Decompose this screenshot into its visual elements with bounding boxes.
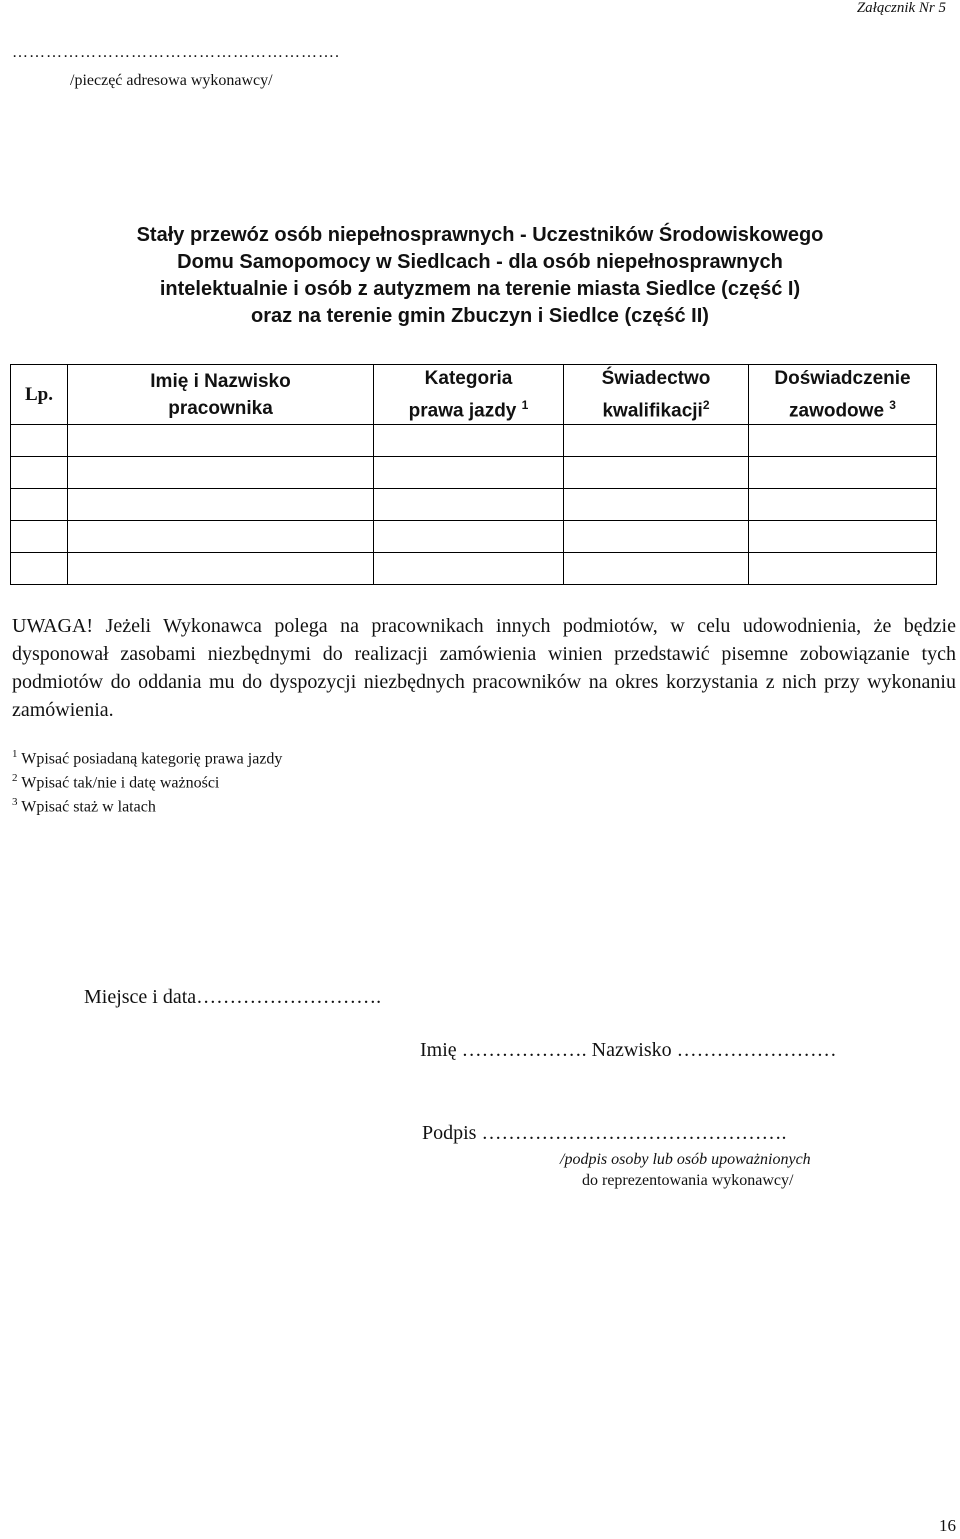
title-line: intelektualnie i osób z autyzmem na terenie miasta Siedlce (część I): [159, 278, 801, 300]
stamp-label: /pieczęć adresowa wykonawcy/: [70, 72, 273, 89]
footnote: $^3$ Wpisać staż w latach: [12, 796, 156, 816]
header-lp: Lp.: [11, 365, 68, 425]
cell-name[interactable]: [68, 521, 374, 553]
cell-experience[interactable]: [749, 521, 937, 553]
cell-certificate[interactable]: [564, 489, 749, 521]
table-row: [11, 521, 937, 553]
cell-name[interactable]: [68, 489, 374, 521]
warning-note: UWAGA! Jeżeli Wykonawca polega na pracownikach innych podmiotów, w celu udowodnienia, że będzie dysponował zasobami niezbędnymi do realizacji zamówienia winien przedstawić pisemne zobowiązanie tych podmiotów do oddania mu do dyspozycji niezbędnych pracowników na okres korzystania z nich przy wykonaniu zamówienia.: [12, 615, 956, 721]
cell-category[interactable]: [374, 457, 564, 489]
cell-name[interactable]: [68, 457, 374, 489]
cell-category[interactable]: [374, 489, 564, 521]
title-line: oraz na terenie gmin Zbuczyn i Siedlce (część II): [251, 305, 709, 327]
cell-category[interactable]: [374, 521, 564, 553]
cell-lp[interactable]: [11, 425, 68, 457]
table-row: [11, 425, 937, 457]
header-name: Imię i Nazwisko pracownika: [68, 365, 374, 425]
footnote: $^2$ Wpisać tak/nie i datę ważności: [12, 772, 220, 792]
signature-field[interactable]: Podpis ……………………………………….: [422, 1122, 787, 1144]
cell-category[interactable]: [374, 425, 564, 457]
cell-experience[interactable]: [749, 553, 937, 585]
signature-caption: do reprezentowania wykonawcy/: [582, 1172, 794, 1189]
cell-certificate[interactable]: [564, 553, 749, 585]
signature-caption: /podpis osoby lub osób upoważnionych: [560, 1151, 811, 1168]
table-row: [11, 553, 937, 585]
table-header-row: [11, 365, 937, 425]
cell-lp[interactable]: [11, 489, 68, 521]
title-line: Domu Samopomocy w Siedlcach - dla osób niepełnosprawnych: [177, 251, 783, 273]
title-line: Stały przewóz osób niepełnosprawnych - Uczestników Środowiskowego: [136, 224, 824, 246]
table-row: [11, 489, 937, 521]
footnote: $^1$ Wpisać posiadaną kategorię prawa jazdy: [12, 748, 283, 768]
annex-label: Załącznik Nr 5: [856, 0, 946, 16]
cell-experience[interactable]: [749, 425, 937, 457]
name-surname-field[interactable]: Imię ………………. Nazwisko ……………………: [420, 1039, 837, 1061]
page-number: 16: [939, 1516, 956, 1535]
header-certificate: Świadectwo kwalifikacji$^2$: [564, 365, 749, 425]
cell-name[interactable]: [68, 553, 374, 585]
cell-certificate[interactable]: [564, 425, 749, 457]
cell-certificate[interactable]: [564, 457, 749, 489]
cell-lp[interactable]: [11, 553, 68, 585]
document-title: [80, 222, 880, 330]
stamp-dotted-line: ………………………………………………….: [12, 44, 340, 61]
cell-category[interactable]: [374, 553, 564, 585]
cell-lp[interactable]: [11, 521, 68, 553]
cell-name[interactable]: [68, 425, 374, 457]
staff-table: [10, 364, 937, 585]
table-row: [11, 457, 937, 489]
cell-experience[interactable]: [749, 457, 937, 489]
cell-lp[interactable]: [11, 457, 68, 489]
header-experience: Doświadczenie zawodowe $^3$: [749, 365, 937, 425]
cell-experience[interactable]: [749, 489, 937, 521]
cell-certificate[interactable]: [564, 521, 749, 553]
header-category: Kategoria prawa jazdy $^1$: [374, 365, 564, 425]
place-date-field[interactable]: Miejsce i data……………………….: [84, 986, 382, 1008]
